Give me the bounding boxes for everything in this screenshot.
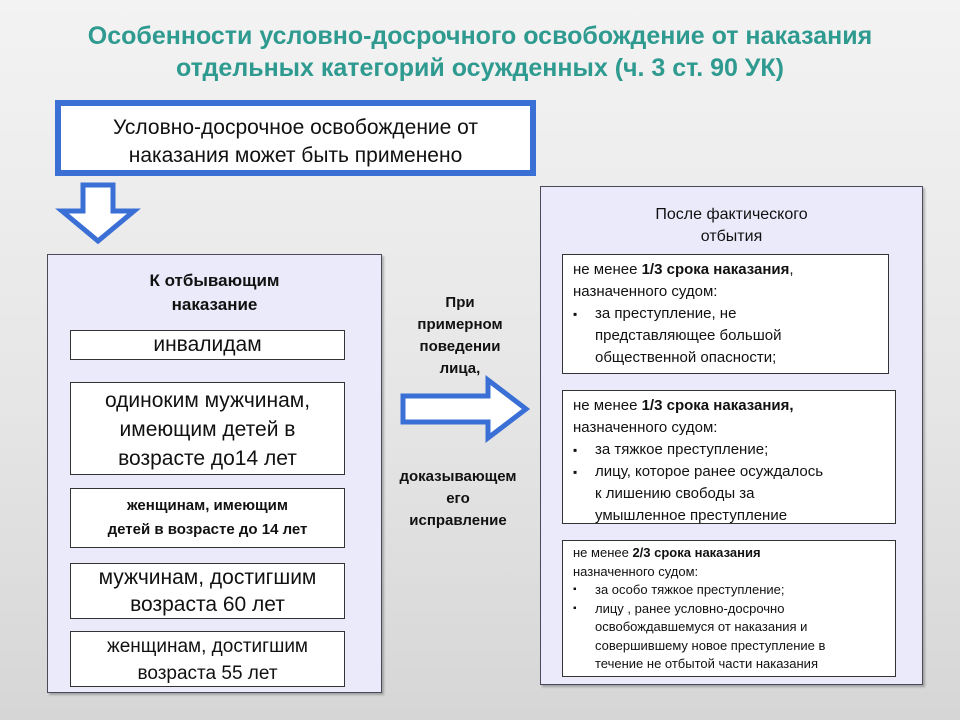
- term-bullet-item: [573, 461, 889, 483]
- category-box-invalids: [70, 330, 345, 360]
- term-line: лицу , ранее условно-досрочно: [595, 600, 785, 616]
- term-line: умышленное преступление: [595, 507, 788, 524]
- term-intro-prefix: не менее: [573, 545, 633, 560]
- term-line: освобождавшемуся от наказания и: [595, 619, 808, 634]
- condition-line: При: [445, 294, 475, 311]
- condition-text-lower: [382, 466, 534, 532]
- term-fraction: 1/3 срока наказания: [641, 261, 790, 278]
- term-bullet-item: [573, 600, 889, 619]
- category-line: возрасте до14 лет: [118, 447, 297, 470]
- term-box-one-third-minor: [562, 254, 889, 374]
- category-line: мужчинам, достигшим: [98, 566, 317, 589]
- condition-line: лица,: [439, 360, 481, 377]
- term-bullet-item: [573, 581, 889, 600]
- term-fraction: 1/3 срока наказания,: [641, 397, 794, 414]
- right-heading-line-1: После фактического: [655, 206, 808, 223]
- bullet-icon: ▪: [573, 602, 577, 614]
- term-line: к лишению свободы за: [595, 485, 755, 502]
- term-line: за тяжкое преступление;: [595, 441, 769, 458]
- right-panel-heading: [541, 204, 922, 248]
- term-line: назначенного судом:: [573, 283, 718, 300]
- term-line: назначенного судом:: [573, 563, 699, 579]
- top-statement-box: [55, 100, 536, 176]
- term-line: за особо тяжкое преступление;: [595, 582, 785, 597]
- term-box-two-thirds: [562, 540, 896, 677]
- condition-line: доказывающем: [399, 468, 517, 485]
- category-line: имеющим детей в: [119, 418, 296, 441]
- bullet-icon: ▪: [573, 443, 578, 457]
- title-line-1: Особенности условно-досрочного освобождение от наказания: [87, 22, 873, 50]
- title-line-2: отдельных категорий осужденных (ч. 3 ст. 90 УК): [175, 54, 785, 82]
- term-intro: [573, 259, 882, 281]
- bullet-icon: ▪: [573, 584, 577, 595]
- bullet-icon: ▪: [573, 307, 578, 321]
- term-intro-prefix: не менее: [573, 397, 642, 414]
- category-line: женщинам, достигшим: [106, 636, 308, 657]
- term-intro-suffix: ,: [789, 261, 794, 278]
- term-intro-prefix: не менее: [573, 261, 642, 278]
- right-heading-line-2: отбытия: [700, 228, 763, 245]
- down-arrow-icon: [58, 183, 138, 245]
- left-panel-heading: [48, 269, 381, 317]
- top-statement-line-2: наказания может быть применено: [128, 144, 463, 167]
- category-line: женщинам, имеющим: [127, 497, 288, 514]
- term-line: совершившему новое преступление в: [595, 637, 826, 653]
- left-heading-line-1: К отбывающим: [149, 271, 280, 290]
- condition-text-upper: [400, 292, 520, 380]
- term-bullet-item: [573, 303, 882, 369]
- term-line: представляющее большой: [595, 327, 782, 344]
- term-intro: [573, 544, 889, 563]
- category-box-single-men: [70, 382, 345, 475]
- page-title: [20, 20, 940, 84]
- category-box-men-60: [70, 563, 345, 619]
- category-line: одиноким мужчинам,: [104, 389, 311, 412]
- bullet-icon: ▪: [573, 465, 578, 479]
- condition-line: поведении: [419, 338, 501, 355]
- category-line: детей в возрасте до 14 лет: [107, 521, 308, 538]
- term-fraction: 2/3 срока наказания: [632, 545, 761, 560]
- term-line: течение не отбытой части наказания: [595, 656, 818, 671]
- condition-line: исправление: [409, 512, 507, 529]
- top-statement-line-1: Условно-досрочное освобождение от: [113, 116, 478, 139]
- category-line: инвалидам: [153, 333, 262, 356]
- term-line: лицу, которое ранее осуждалось: [595, 463, 824, 480]
- category-box-women-children: [70, 488, 345, 548]
- right-arrow-icon: [400, 376, 532, 442]
- left-heading-line-2: наказание: [171, 295, 258, 314]
- term-box-one-third-grave: [562, 390, 896, 524]
- condition-line: примерном: [417, 316, 503, 333]
- category-line: возраста 55 лет: [137, 663, 278, 684]
- term-line: назначенного судом:: [573, 419, 718, 436]
- category-box-women-55: [70, 631, 345, 687]
- category-line: возраста 60 лет: [130, 593, 285, 616]
- term-bullet-item: [573, 439, 889, 461]
- condition-line: его: [446, 490, 470, 507]
- term-line: общественной опасности;: [595, 349, 777, 366]
- term-line: за преступление, не: [595, 305, 737, 322]
- term-intro: [573, 395, 889, 417]
